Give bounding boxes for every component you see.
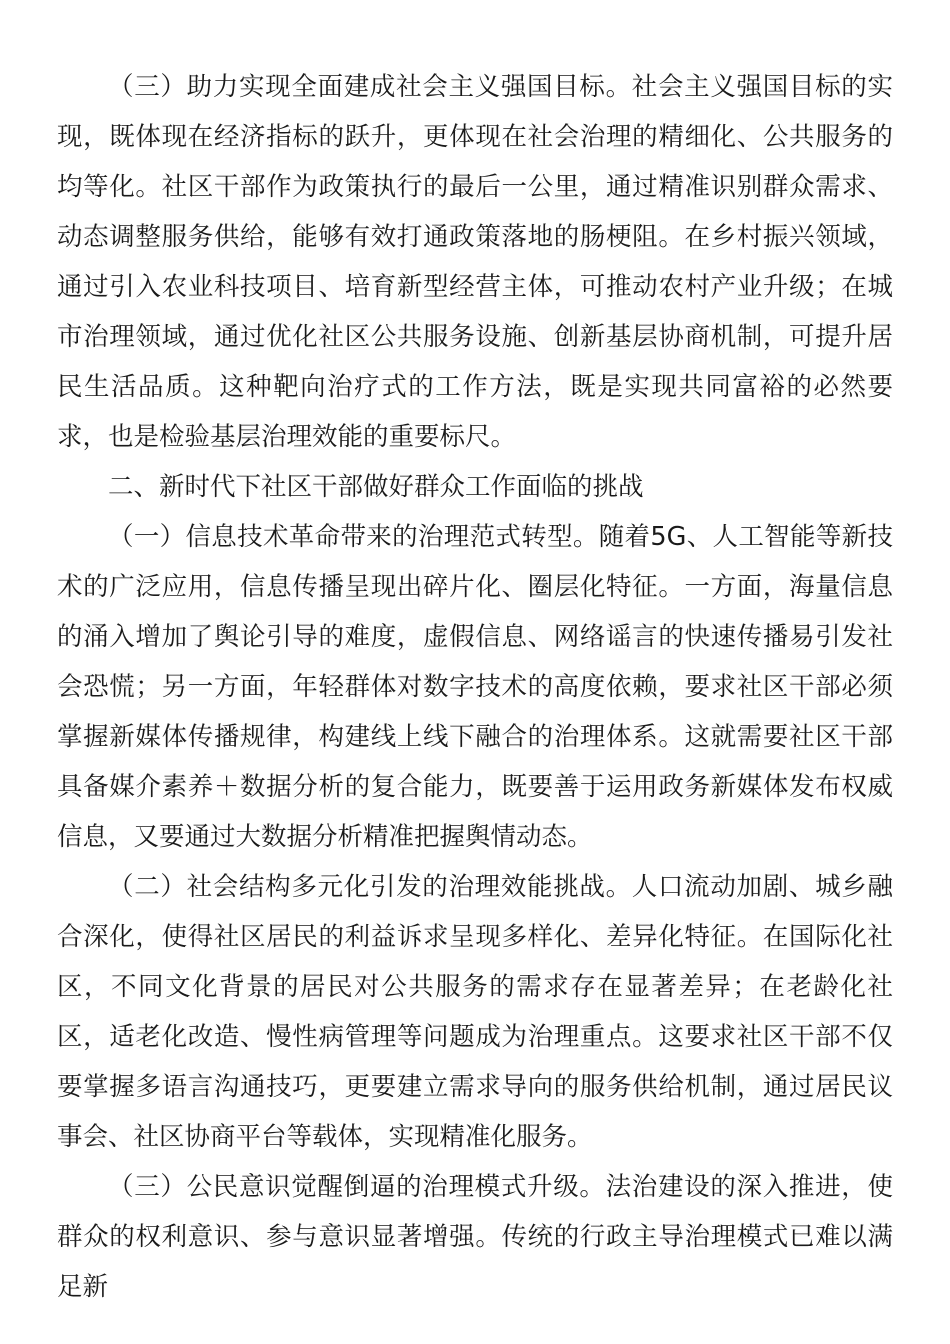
document-page: [57, 62, 893, 1312]
paragraph-challenge-2: （二）社会结构多元化引发的治理效能挑战。人口流动加剧、城乡融合深化，使得社区居民的利益诉求呈现多样化、差异化特征。在国际化社区，不同文化背景的居民对公共服务的需求存在显著差异；在老龄化社区，适老化改造、慢性病管理等问题成为治理重点。这要求社区干部不仅要掌握多语言沟通技巧，更要建立需求导向的服务供给机制，通过居民议事会、社区协商平台等载体，实现精准化服务。: [57, 872, 893, 1152]
section-heading-challenges: 二、新时代下社区干部做好群众工作面临的挑战: [108, 472, 644, 502]
paragraph-goal-section-3: （三）助力实现全面建成社会主义强国目标。社会主义强国目标的实现，既体现在经济指标的跃升，更体现在社会治理的精细化、公共服务的均等化。社区干部作为政策执行的最后一公里，通过精准识别群众需求、动态调整服务供给，能够有效打通政策落地的肠梗阻。在乡村振兴领域，通过引入农业科技项目、培育新型经营主体，可推动农村产业升级；在城市治理领域，通过优化社区公共服务设施、创新基层协商机制，可提升居民生活品质。这种靶向治疗式的工作方法，既是实现共同富裕的必然要求，也是检验基层治理效能的重要标尺。: [57, 72, 893, 452]
paragraph-challenge-3: （三）公民意识觉醒倒逼的治理模式升级。法治建设的深入推进，使群众的权利意识、参与意识显著增强。传统的行政主导治理模式已难以满足新: [57, 1172, 893, 1302]
paragraph-challenge-1: （一）信息技术革命带来的治理范式转型。随着5G、人工智能等新技术的广泛应用，信息传播呈现出碎片化、圈层化特征。一方面，海量信息的涌入增加了舆论引导的难度，虚假信息、网络谣言的快速传播易引发社会恐慌；另一方面，年轻群体对数字技术的高度依赖，要求社区干部必须掌握新媒体传播规律，构建线上线下融合的治理体系。这就需要社区干部具备媒介素养＋数据分析的复合能力，既要善于运用政务新媒体发布权威信息，又要通过大数据分析精准把握舆情动态。: [57, 522, 893, 852]
